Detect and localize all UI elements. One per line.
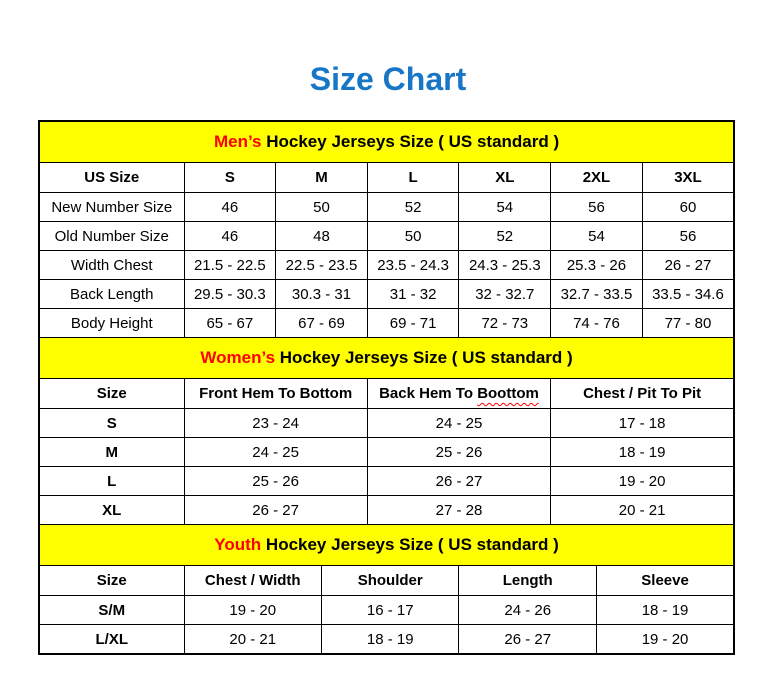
table-row [39,467,734,496]
table-cell: 27 - 28 [367,496,550,525]
table-cell: 54 [459,193,551,222]
table-cell: 54 [551,222,643,251]
table-row [39,625,734,655]
youth-banner-text: Hockey Jerseys Size ( US standard ) [261,535,559,554]
table-row [39,596,734,625]
column-header: XL [459,163,551,193]
table-cell: 21.5 - 22.5 [184,251,276,280]
womens-banner [39,338,734,379]
column-header: Chest / Width [184,566,321,596]
mens-banner-text: Hockey Jerseys Size ( US standard ) [261,132,560,151]
table-cell: 74 - 76 [551,309,643,338]
row-label: Body Height [39,309,184,338]
table-cell: 31 - 32 [367,280,459,309]
table-cell: 18 - 19 [321,625,458,655]
row-label: L [39,467,184,496]
mens-header-row [39,163,734,193]
column-header: Front Hem To Bottom [184,379,367,409]
womens-banner-text: Hockey Jerseys Size ( US standard ) [275,348,573,367]
table-cell: 26 - 27 [642,251,734,280]
column-header: Size [39,379,184,409]
size-chart-table [38,120,735,655]
row-label: New Number Size [39,193,184,222]
column-header: 2XL [551,163,643,193]
table-cell: 56 [642,222,734,251]
table-cell: 60 [642,193,734,222]
column-header: Sleeve [596,566,734,596]
column-header: Chest / Pit To Pit [551,379,735,409]
table-cell: 50 [367,222,459,251]
table-cell: 67 - 69 [276,309,368,338]
table-row [39,193,734,222]
row-label: XL [39,496,184,525]
table-cell: 25 - 26 [367,438,550,467]
table-cell: 20 - 21 [551,496,735,525]
column-header: 3XL [642,163,734,193]
table-cell: 46 [184,222,276,251]
table-cell: 26 - 27 [367,467,550,496]
table-cell: 50 [276,193,368,222]
table-cell: 24 - 25 [367,409,550,438]
column-header: Shoulder [321,566,458,596]
womens-header-row [39,379,734,409]
youth-banner [39,525,734,566]
table-cell: 69 - 71 [367,309,459,338]
table-row [39,309,734,338]
column-header: US Size [39,163,184,193]
table-cell: 29.5 - 30.3 [184,280,276,309]
column-header: M [276,163,368,193]
table-cell: 19 - 20 [184,596,321,625]
table-cell: 25.3 - 26 [551,251,643,280]
table-cell: 22.5 - 23.5 [276,251,368,280]
table-cell: 24 - 26 [459,596,596,625]
table-row [39,251,734,280]
table-cell: 16 - 17 [321,596,458,625]
table-cell: 25 - 26 [184,467,367,496]
column-header: S [184,163,276,193]
table-cell: 19 - 20 [596,625,734,655]
column-header-text: Back Hem To [379,385,478,402]
womens-banner-row [39,338,734,379]
womens-banner-highlight: Women’s [200,348,276,367]
table-row [39,496,734,525]
youth-banner-row [39,525,734,566]
table-cell: 23.5 - 24.3 [367,251,459,280]
mens-banner [39,121,734,163]
row-label: Width Chest [39,251,184,280]
column-header: Length [459,566,596,596]
table-cell: 26 - 27 [459,625,596,655]
table-cell: 26 - 27 [184,496,367,525]
table-row [39,438,734,467]
table-cell: 77 - 80 [642,309,734,338]
mens-banner-row [39,121,734,163]
table-cell: 23 - 24 [184,409,367,438]
table-cell: 20 - 21 [184,625,321,655]
table-cell: 19 - 20 [551,467,735,496]
table-row [39,280,734,309]
youth-header-row [39,566,734,596]
mens-banner-highlight: Men’s [213,132,262,151]
table-cell: 56 [551,193,643,222]
table-cell: 65 - 67 [184,309,276,338]
row-label: Back Length [39,280,184,309]
table-cell: 48 [276,222,368,251]
column-header: L [367,163,459,193]
table-cell: 17 - 18 [551,409,735,438]
table-cell: 32 - 32.7 [459,280,551,309]
youth-banner-highlight: Youth [214,535,262,554]
column-header-misspelled [367,379,550,409]
table-cell: 72 - 73 [459,309,551,338]
table-row [39,222,734,251]
table-cell: 24.3 - 25.3 [459,251,551,280]
table-cell: 46 [184,193,276,222]
row-label: S [39,409,184,438]
table-cell: 32.7 - 33.5 [551,280,643,309]
table-cell: 33.5 - 34.6 [642,280,734,309]
page-title: Size Chart [309,61,467,97]
table-row [39,409,734,438]
table-cell: 52 [459,222,551,251]
table-cell: 30.3 - 31 [276,280,368,309]
table-cell: 52 [367,193,459,222]
row-label: M [39,438,184,467]
column-header: Size [39,566,184,596]
row-label: S/M [39,596,184,625]
table-cell: 18 - 19 [551,438,735,467]
row-label: Old Number Size [39,222,184,251]
row-label: L/XL [39,625,184,655]
spellcheck-underlined-word: Boottom [477,385,539,402]
table-cell: 18 - 19 [596,596,734,625]
table-cell: 24 - 25 [184,438,367,467]
